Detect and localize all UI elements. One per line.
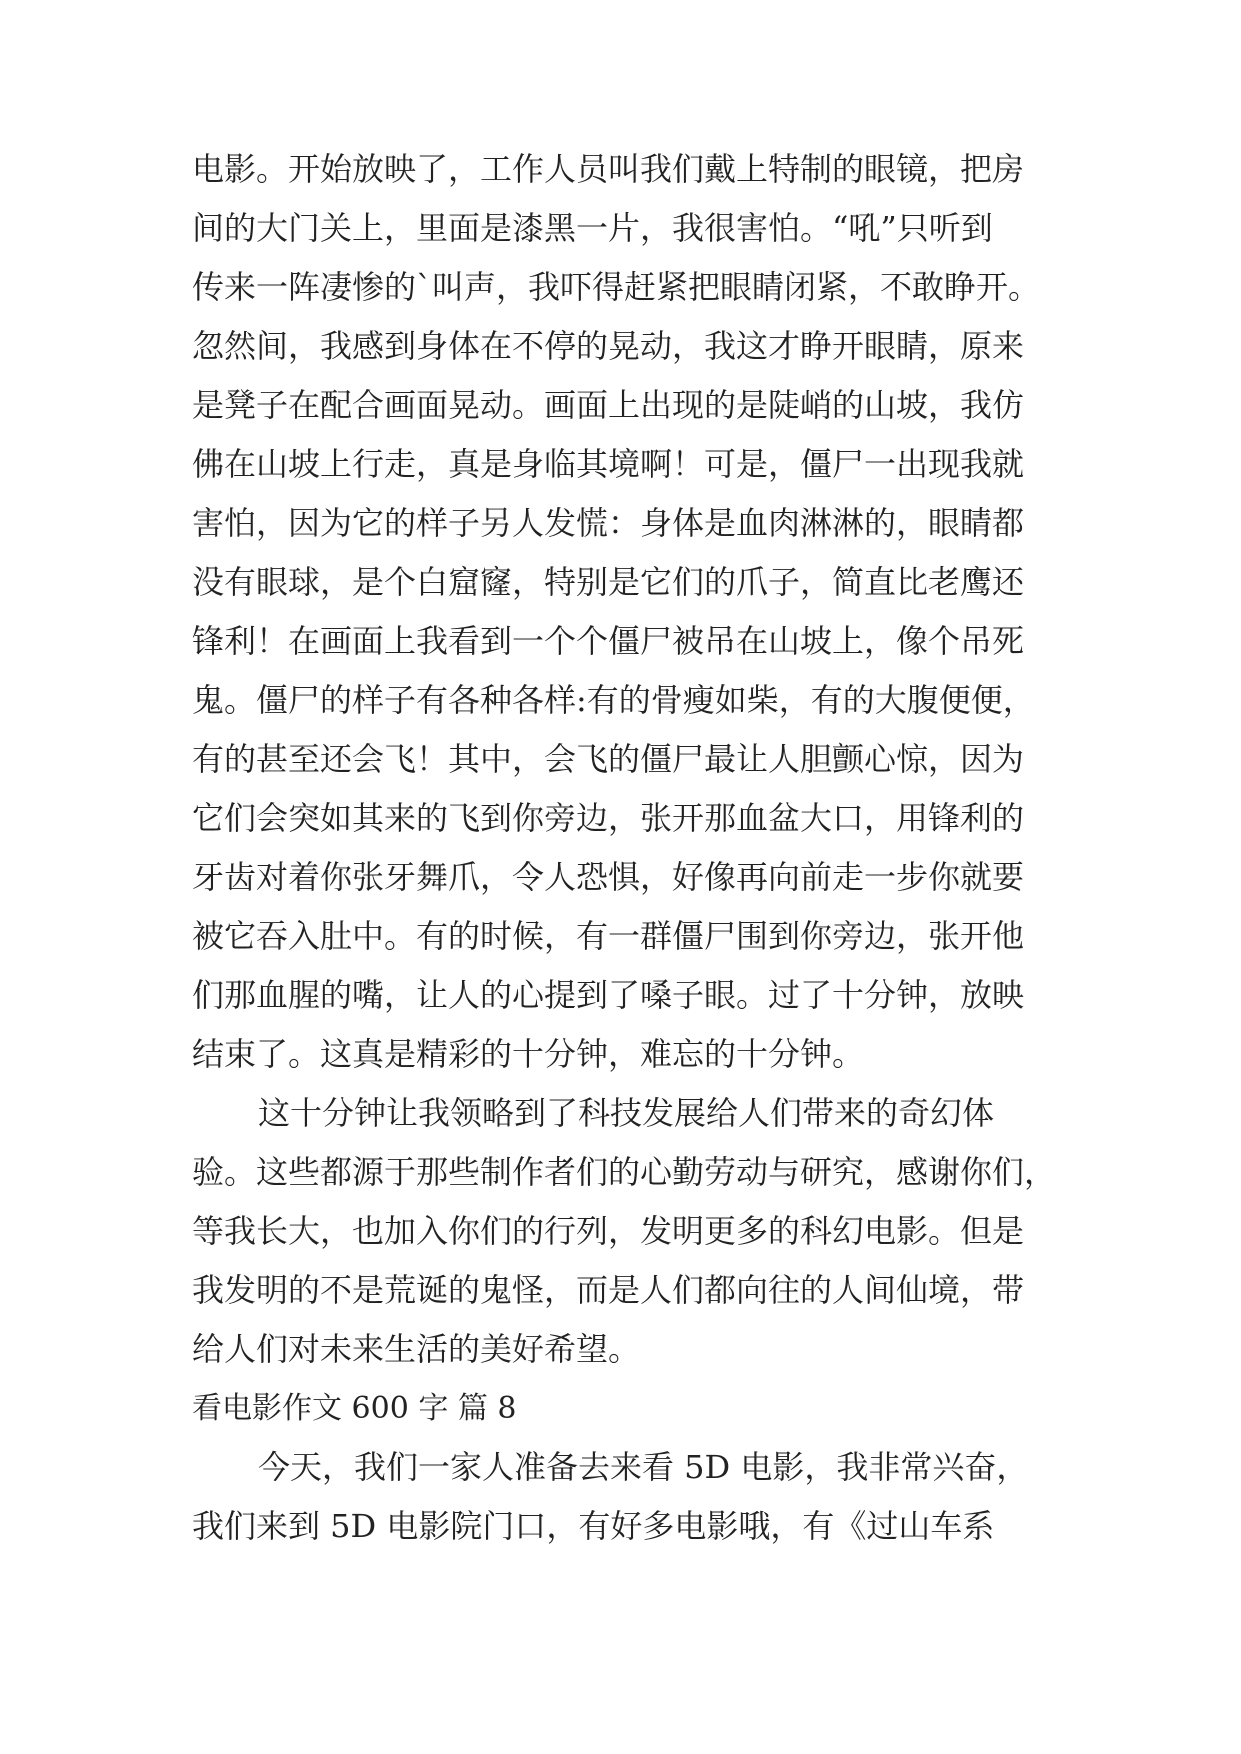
text-line: 害怕，因为它的样子另人发慌：身体是血肉淋淋的，眼睛都 bbox=[192, 504, 1025, 542]
text-line: 是凳子在配合画面晃动。画面上出现的是陡峭的山坡，我仿 bbox=[192, 386, 1025, 424]
text-line: 它们会突如其来的飞到你旁边，张开那血盆大口，用锋利的 bbox=[192, 799, 1025, 837]
text-line: 锋利！在画面上我看到一个个僵尸被吊在山坡上，像个吊死 bbox=[192, 622, 1025, 660]
text-line: 忽然间，我感到身体在不停的晃动，我这才睁开眼睛，原来 bbox=[192, 327, 1025, 365]
text-line: 今天，我们一家人准备去来看 5D 电影，我非常兴奋， bbox=[258, 1448, 1029, 1486]
text-line: 没有眼球，是个白窟窿，特别是它们的爪子，简直比老鹰还 bbox=[192, 563, 1025, 601]
text-line: 佛在山坡上行走，真是身临其境啊！可是，僵尸一出现我就 bbox=[192, 445, 1025, 483]
section-heading: 看电影作文 600 字 篇 8 bbox=[192, 1391, 517, 1426]
text-line: 验。这些都源于那些制作者们的心勤劳动与研究，感谢你们， bbox=[192, 1153, 1057, 1191]
text-line: 给人们对未来生活的美好希望。 bbox=[192, 1330, 641, 1368]
document-body bbox=[192, 140, 1092, 1556]
text-line: 传来一阵凄惨的`叫声，我吓得赶紧把眼睛闭紧，不敢睁开。 bbox=[192, 268, 1041, 306]
text-line: 我发明的不是荒诞的鬼怪，而是人们都向往的人间仙境，带 bbox=[192, 1271, 1025, 1309]
text-line: 电影。开始放映了，工作人员叫我们戴上特制的眼镜，把房 bbox=[192, 150, 1025, 188]
text-line: 结束了。这真是精彩的十分钟，难忘的十分钟。 bbox=[192, 1035, 865, 1073]
text-line: 这十分钟让我领略到了科技发展给人们带来的奇幻体 bbox=[258, 1094, 995, 1132]
text-line: 我们来到 5D 电影院门口，有好多电影哦，有《过山车系 bbox=[192, 1507, 995, 1545]
text-line: 等我长大，也加入你们的行列，发明更多的科幻电影。但是 bbox=[192, 1212, 1025, 1250]
text-line: 牙齿对着你张牙舞爪，令人恐惧，好像再向前走一步你就要 bbox=[192, 858, 1025, 896]
text-line: 有的甚至还会飞！其中，会飞的僵尸最让人胆颤心惊，因为 bbox=[192, 740, 1025, 778]
text-line: 鬼。僵尸的样子有各种各样:有的骨瘦如柴，有的大腹便便， bbox=[192, 681, 1035, 719]
text-line: 间的大门关上，里面是漆黑一片，我很害怕。“吼”只听到 bbox=[192, 209, 993, 247]
text-line: 被它吞入肚中。有的时候，有一群僵尸围到你旁边，张开他 bbox=[192, 917, 1025, 955]
text-line: 们那血腥的嘴，让人的心提到了嗓子眼。过了十分钟，放映 bbox=[192, 976, 1025, 1014]
